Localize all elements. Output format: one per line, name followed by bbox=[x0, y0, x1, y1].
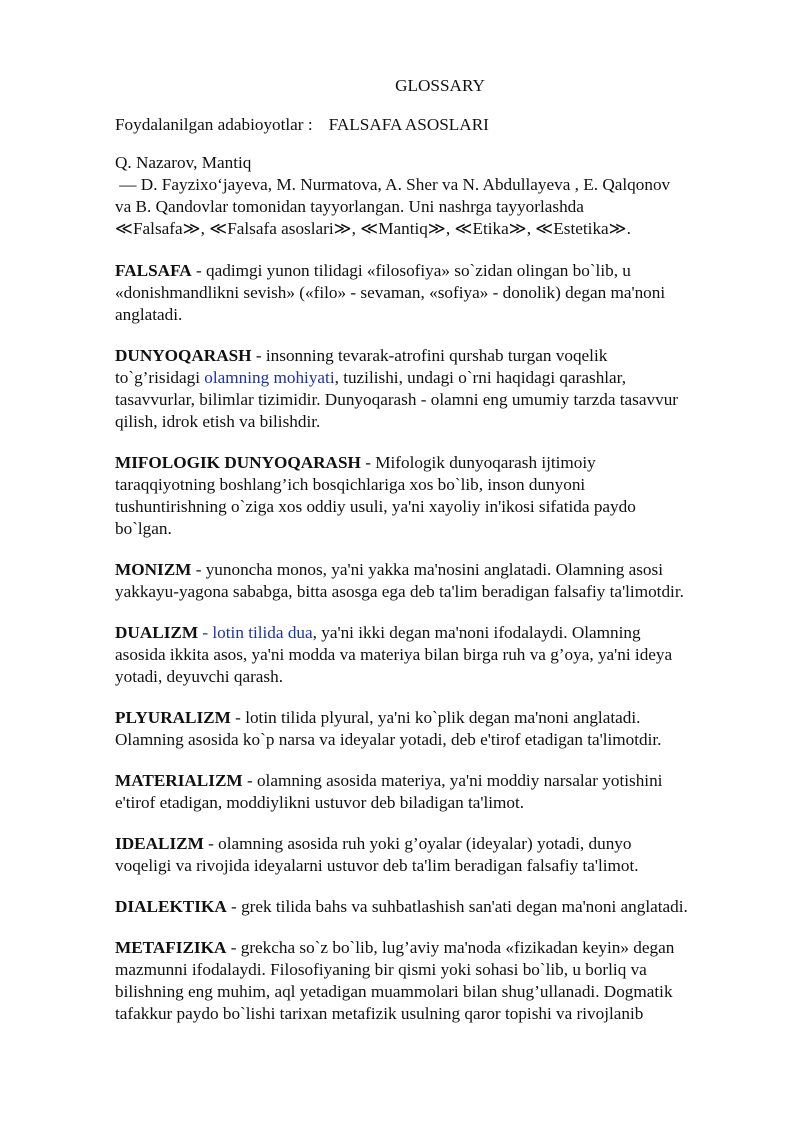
glossary-entry bbox=[115, 937, 755, 1025]
entry-line bbox=[115, 1003, 755, 1025]
entry-line bbox=[115, 345, 755, 367]
glossary-term: MATERIALIZM bbox=[115, 771, 243, 790]
definition-text: - lotin tilida plyural, ya'ni ko`plik degan ma'noni anglatadi. bbox=[230, 708, 641, 727]
entry-line bbox=[115, 937, 755, 959]
definition-text: - yunoncha monos, ya'ni yakka ma'nosini anglatadi. Olamning asosi bbox=[191, 560, 663, 579]
entry-line bbox=[115, 367, 755, 389]
entry-line bbox=[115, 792, 755, 814]
entry-line bbox=[115, 474, 755, 496]
definition-text: - grekcha so`z bo`lib, lug’aviy ma'noda «fizikadan keyin» degan bbox=[226, 938, 675, 957]
definition-text: mazmunni ifodalaydi. Filosofiyaning bir qismi yoki sohasi bo`lib, u borliq va bbox=[115, 960, 647, 979]
definition-text: Olamning asosida ko`p narsa va ideyalar yotadi, deb e'tirof etadigan ta'limotdir. bbox=[115, 730, 662, 749]
document-page bbox=[115, 75, 755, 1044]
definition-text: - olamning asosida materiya, ya'ni moddiy narsalar yotishini bbox=[242, 771, 663, 790]
entry-line bbox=[115, 496, 755, 518]
entry-line bbox=[115, 622, 755, 644]
definition-text: - insonning tevarak-atrofini qurshab turgan voqelik bbox=[251, 346, 608, 365]
glossary-entry bbox=[115, 260, 755, 326]
definition-text: voqeligi va rivojida ideyalarni ustuvor deb ta'lim beradigan falsafiy ta'limot. bbox=[115, 856, 639, 875]
authors-line: va B. Qandovlar tomonidan tayyorlangan. Uni nashrga tayyorlashda bbox=[115, 197, 584, 216]
entry-line bbox=[115, 959, 755, 981]
definition-text: , ya'ni ikki degan ma'noni ifodalaydi. Olamning bbox=[312, 623, 641, 642]
glossary-term: FALSAFA bbox=[115, 261, 192, 280]
glossary-entries bbox=[115, 260, 755, 1025]
definition-text: tafakkur paydo bo`lishi tarixan metafizik usulning qaror topishi va rivojlanib bbox=[115, 1004, 644, 1023]
definition-text: e'tirof etadigan, moddiylikni ustuvor deb biladigan ta'limot. bbox=[115, 793, 525, 812]
glossary-entry bbox=[115, 622, 755, 688]
glossary-entry bbox=[115, 896, 755, 918]
definition-text: - olamning asosida ruh yoki g’oyalar (ideyalar) yotadi, dunyo bbox=[203, 834, 632, 853]
definition-text: bilishning eng muhim, aql yetadigan muammolari bilan shug’ullanadi. Dogmatik bbox=[115, 982, 673, 1001]
definition-text: yotadi, deyuvchi qarash. bbox=[115, 667, 284, 686]
entry-line bbox=[115, 411, 755, 433]
glossary-term: MONIZM bbox=[115, 560, 192, 579]
definition-text: - Mifologik dunyoqarash ijtimoiy bbox=[360, 453, 596, 472]
entry-line bbox=[115, 581, 755, 603]
authors-line: — D. Fayzixo‘jayeva, M. Nurmatova, A. Sher va N. Abdullayeva , E. Qalqonov bbox=[115, 175, 671, 194]
definition-text: tasavvurlar, bilimlar tizimidir. Dunyoqarash - olamni eng umumiy tarzda tasavvur bbox=[115, 390, 679, 409]
glossary-entry bbox=[115, 770, 755, 814]
glossary-term: MIFOLOGIK DUNYOQARASH bbox=[115, 453, 361, 472]
definition-text: yakkayu-yagona sababga, bitta asosga ega deb ta'lim beradigan falsafiy ta'limotdir. bbox=[115, 582, 684, 601]
sources-line bbox=[115, 114, 755, 136]
definition-text: tushuntirishning o`ziga xos oddiy usuli, ya'ni xayoliy in'ikosi sifatida paydo bbox=[115, 497, 636, 516]
entry-line bbox=[115, 518, 755, 540]
glossary-term: DUALIZM bbox=[115, 623, 199, 642]
page-title: GLOSSARY bbox=[395, 76, 485, 95]
entry-line bbox=[115, 644, 755, 666]
entry-line bbox=[115, 833, 755, 855]
glossary-entry bbox=[115, 833, 755, 877]
glossary-term: DUNYOQARASH bbox=[115, 346, 252, 365]
glossary-term: DIALEKTIKA bbox=[115, 897, 227, 916]
sources-book-title: FALSAFA ASOSLARI bbox=[328, 115, 489, 134]
entry-line bbox=[115, 666, 755, 688]
entry-line bbox=[115, 770, 755, 792]
definition-text: - qadimgi yunon tilidagi «filosofiya» so`zidan olingan bo`lib, u bbox=[191, 261, 631, 280]
definition-text: «donishmandlikni sevish» («filo» - sevaman, «sofiya» - donolik) degan ma'noni bbox=[115, 283, 666, 302]
glossary-term: IDEALIZM bbox=[115, 834, 204, 853]
glossary-entry bbox=[115, 345, 755, 433]
sources-label: Foydalanilgan adabioyotlar : bbox=[115, 115, 313, 134]
definition-text: qilish, idrok etish va bilishdir. bbox=[115, 412, 321, 431]
highlighted-text: - lotin tilida dua bbox=[198, 623, 313, 642]
glossary-entry bbox=[115, 559, 755, 603]
glossary-term: PLYURALIZM bbox=[115, 708, 231, 727]
entry-line bbox=[115, 260, 755, 282]
sources-authors bbox=[115, 152, 755, 240]
glossary-term: METAFIZIKA bbox=[115, 938, 227, 957]
entry-line bbox=[115, 981, 755, 1003]
entry-line bbox=[115, 304, 755, 326]
entry-line bbox=[115, 707, 755, 729]
glossary-entry bbox=[115, 452, 755, 540]
highlighted-text: olamning mohiyati bbox=[204, 368, 335, 387]
entry-line bbox=[115, 855, 755, 877]
entry-line bbox=[115, 896, 755, 918]
entry-line bbox=[115, 559, 755, 581]
glossary-entry bbox=[115, 707, 755, 751]
entry-line bbox=[115, 389, 755, 411]
definition-text: , tuzilishi, undagi o`rni haqidagi qarashlar, bbox=[334, 368, 627, 387]
entry-line bbox=[115, 282, 755, 304]
definition-text: to`g’risidagi bbox=[115, 368, 205, 387]
entry-line bbox=[115, 452, 755, 474]
definition-text: anglatadi. bbox=[115, 305, 183, 324]
definition-text: taraqqiyotning boshlang’ich bosqichlariga xos bo`lib, inson dunyoni bbox=[115, 475, 586, 494]
definition-text: asosida ikkita asos, ya'ni modda va materiya bilan birga ruh va g’oya, ya'ni ideya bbox=[115, 645, 673, 664]
entry-line bbox=[115, 729, 755, 751]
authors-line: ≪Falsafa≫, ≪Falsafa asoslari≫, ≪Mantiq≫, ≪Etika≫, ≪Estetika≫. bbox=[115, 219, 631, 238]
definition-text: - grek tilida bahs va suhbatlashish san'ati degan ma'noni anglatadi. bbox=[226, 897, 688, 916]
authors-line: Q. Nazarov, Mantiq bbox=[115, 153, 252, 172]
definition-text: bo`lgan. bbox=[115, 519, 172, 538]
